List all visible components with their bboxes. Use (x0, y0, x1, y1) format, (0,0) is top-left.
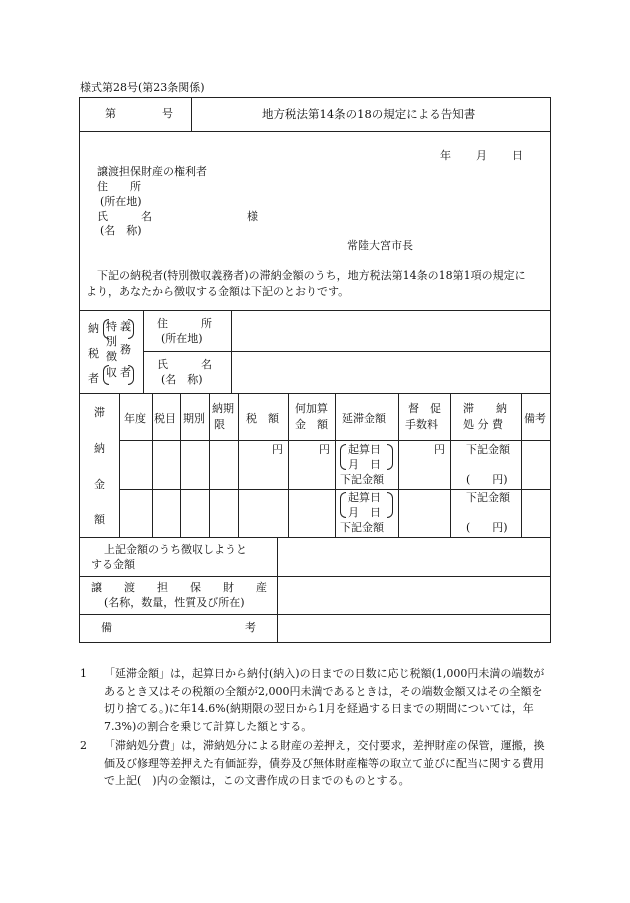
property-label-1: 譲 渡 担 保 財 産 (91, 581, 267, 594)
row1-calc-md: 月 日 (348, 458, 381, 471)
taxpayer-special-1: 特 (106, 320, 117, 333)
header-surcharge-2: 金 額 (295, 418, 328, 431)
taxpayer-label-2: 税 (88, 347, 99, 360)
addressee-honorific: 様 (247, 210, 258, 223)
addressee-address-label: 住 所 (97, 180, 141, 193)
note-2-number: 2 (80, 739, 87, 752)
header-dunning-1: 督 促 (408, 402, 441, 415)
collect-label-2: する金額 (91, 558, 135, 571)
row1-tax-yen: 円 (272, 443, 283, 456)
header-period: 期別 (183, 412, 205, 425)
header-due-2: 限 (214, 418, 225, 431)
form-id: 様式第28号(第23条関係) (80, 81, 205, 94)
header-remarks: 備考 (524, 412, 546, 425)
body-text-line1: 下記の納税者(特別徴収義務者)の滞納金額のうち，地方税法第14条の18第1項の規定に (97, 269, 526, 282)
row1-disposition-yen: ( 円) (466, 473, 508, 486)
issuer: 常陸大宮市長 (347, 239, 413, 252)
taxpayer-address-label: 住 所 (157, 317, 212, 330)
row1-below-amount: 下記金額 (340, 473, 384, 486)
document-title: 地方税法第14条の18の規定による告知書 (262, 107, 476, 121)
note-2 (80, 737, 550, 790)
addressee-title: 譲渡担保財産の権利者 (97, 165, 207, 178)
addressee-name-sub: (名 称) (100, 224, 142, 237)
taxpayer-name-sub: (名 称) (161, 373, 203, 386)
amount-side-4: 額 (94, 513, 105, 526)
header-delinquency: 延滞金額 (342, 412, 386, 425)
addressee-name-label: 氏 名 (97, 210, 152, 223)
row1-dunning-yen: 円 (434, 443, 445, 456)
taxpayer-special-2: 別 (106, 335, 117, 348)
header-surcharge-1: 何加算 (295, 402, 328, 415)
header-dunning-2: 手数料 (405, 418, 438, 431)
amount-side-3: 金 (94, 478, 105, 491)
number-suffix: 号 (162, 107, 173, 120)
taxpayer-obligor-3: 者 (120, 366, 131, 379)
note-2-text: 「滞納処分費」は，滞納処分による財産の差押え，交付要求，差押財産の保管，運搬，換価及び修理等差押えた有価証券，債券及び無体財産権等の取立て並びに配当に関する費用で上記( )内の金額は，この文書作成の日までのものとする。 (104, 739, 545, 787)
amount-side-2: 納 (94, 442, 105, 455)
row1-disposition-below: 下記金額 (466, 443, 510, 456)
taxpayer-name-label: 氏 名 (157, 358, 212, 371)
header-due-1: 納期 (212, 402, 234, 415)
body-text-line2: より，あなたから徴収する金額は下記のとおりです。 (86, 285, 350, 298)
header-disposition-1: 滞 納 (463, 402, 507, 415)
header-tax-amount: 税 額 (246, 412, 279, 425)
row2-below-amount: 下記金額 (340, 521, 384, 534)
header-tax-item: 税目 (154, 412, 176, 425)
note-1 (80, 665, 550, 735)
taxpayer-label-3: 者 (88, 372, 99, 385)
remarks-label-1: 備 (101, 621, 112, 634)
row2-disposition-below: 下記金額 (466, 491, 510, 504)
row2-disposition-yen: ( 円) (466, 521, 508, 534)
row1-calc-start: 起算日 (348, 443, 381, 456)
taxpayer-special-3: 徴 (106, 350, 117, 363)
date-month: 月 (476, 149, 487, 162)
taxpayer-special-4: 収 (106, 366, 117, 379)
header-year: 年度 (124, 412, 146, 425)
note-1-text: 「延滞金額」は，起算日から納付(納入)の日までの日数に応じ税額(1,000円未満の端数があるとき又はその税額の全額が2,000円未満であるときは，その端数金額又はその全額を切り捨てる。)に年14.6%(納期限の翌日から1月を経過する日までの期間については，年7.3%)の割合を乗じて計算した額とする。 (104, 667, 545, 733)
note-1-number: 1 (80, 667, 87, 680)
header-disposition-2: 処 分 費 (463, 418, 503, 431)
form-frame (79, 97, 551, 643)
date-year: 年 (440, 149, 451, 162)
row2-calc-md: 月 日 (348, 506, 381, 519)
row2-calc-start: 起算日 (348, 491, 381, 504)
date-day: 日 (512, 149, 523, 162)
property-label-2: (名称，数量，性質及び所在) (104, 596, 245, 609)
row1-surcharge-yen: 円 (319, 443, 330, 456)
taxpayer-label-1: 納 (88, 322, 99, 335)
number-prefix: 第 (105, 107, 116, 120)
taxpayer-address-sub: (所在地) (161, 332, 203, 345)
collect-label-1: 上記金額のうち徴収しようと (104, 543, 247, 556)
taxpayer-obligor-2: 務 (120, 343, 131, 356)
taxpayer-obligor-1: 義 (120, 320, 131, 333)
amount-side-1: 滞 (94, 406, 105, 419)
addressee-address-sub: (所在地) (100, 195, 142, 208)
remarks-label-2: 考 (245, 621, 256, 634)
